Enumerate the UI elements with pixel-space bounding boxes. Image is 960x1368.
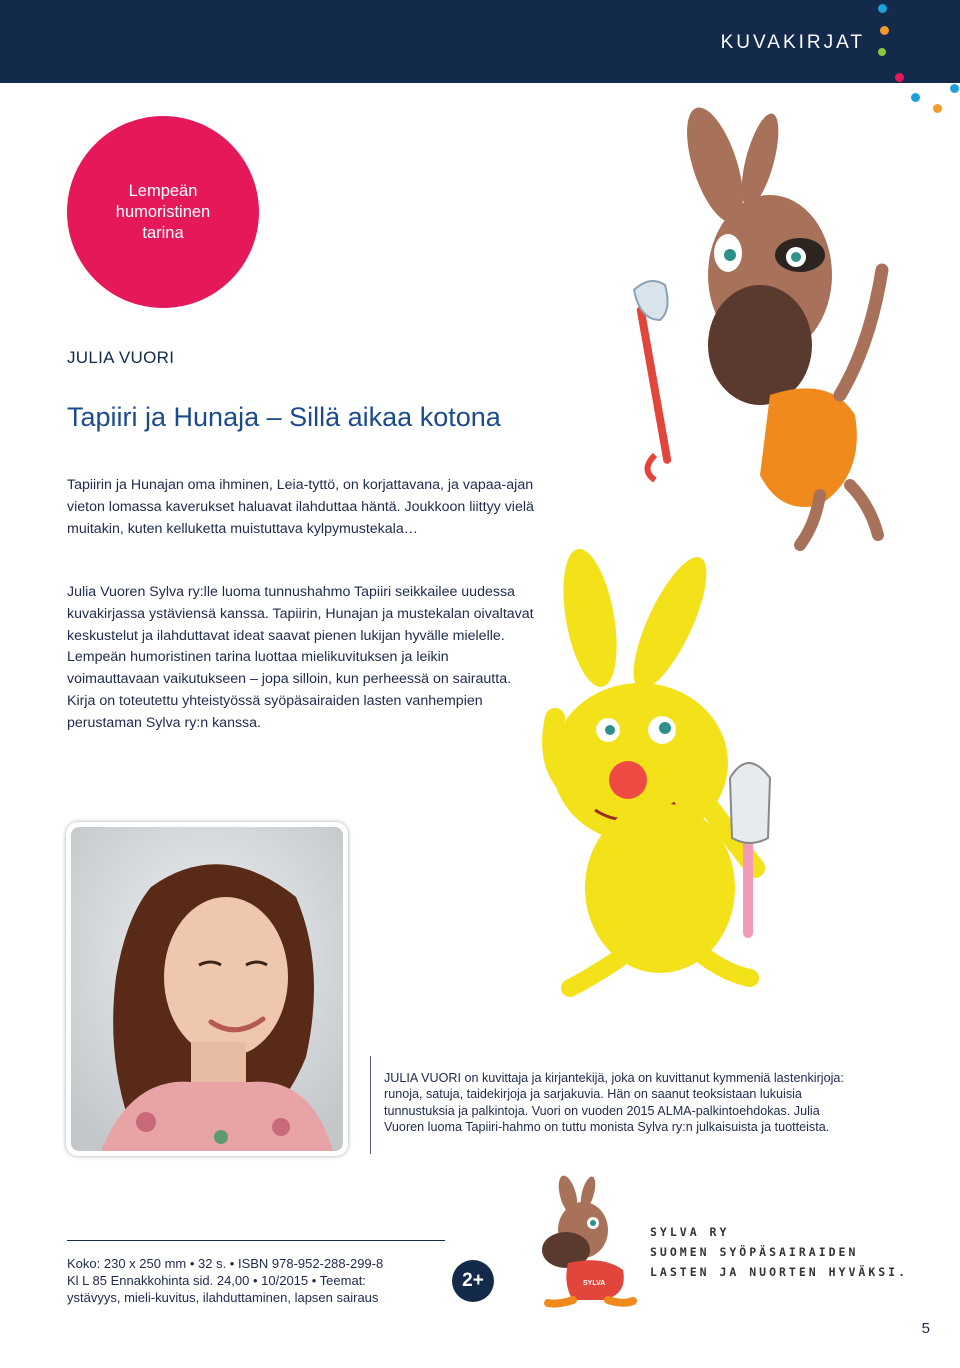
specs-line-2: Kl L 85 Ennakkohinta sid. 24,00 • 10/2015 • Teemat: bbox=[67, 1273, 366, 1288]
hunaja-illustration bbox=[500, 548, 845, 1010]
description-paragraph-2: Julia Vuoren Sylva ry:lle luoma tunnushahmo Tapiiri seikkailee uudessa kuvakirjassa ystäviensä kanssa. Tapiirin, Hunajan ja mustekalan oivaltavat keskustelut ja ilahduttavat ideat saavat pienen lukijan hyvälle mielelle. Lempeän humoristinen tarina luottaa mielikuvituksen ja leikin voimauttavaan vaikutukseen – jopa silloin, kun perheessä on sairautta. Kirja on toteutettu yhteistyössä syöpäsairaiden lasten vanhempien perustaman Sylva ry:n kanssa. bbox=[67, 584, 534, 731]
section-title: KUVAKIRJAT bbox=[720, 32, 865, 53]
decor-dot bbox=[878, 48, 886, 56]
age-badge: 2+ bbox=[452, 1260, 494, 1302]
sylva-logo-line-1: SYLVA RY bbox=[650, 1225, 730, 1239]
sylva-mascot-logo bbox=[528, 1175, 643, 1310]
header-bar bbox=[0, 0, 960, 83]
specs-line-1: Koko: 230 x 250 mm • 32 s. • ISBN 978-952-288-299-8 bbox=[67, 1256, 384, 1271]
author-bio: JULIA VUORI on kuvittaja ja kirjantekijä, joka on kuvittanut kymmeniä lastenkirjoja: runoja, satuja, taidekirjoja ja sarjakuvia. Hän on saanut teoksistaan lukuisia tunnustuksia ja palkintoja. Vuori on vuoden 2015 ALMA-palkintoehdokas. Julia Vuoren luoma Tapiiri-hahmo on tuttu monista Sylva ry:n julkaisuista ja tuotteista. bbox=[384, 1071, 844, 1135]
decor-dot bbox=[878, 4, 887, 13]
author-name: JULIA VUORI bbox=[67, 348, 175, 367]
page-number: 5 bbox=[921, 1320, 930, 1337]
author-photo-frame bbox=[66, 822, 348, 1156]
tagline-text: Lempeän humoristinen tarina bbox=[115, 181, 211, 242]
sylva-logo-line-3: LASTEN JA NUORTEN HYVÄKSI. bbox=[650, 1265, 909, 1279]
decor-dot bbox=[950, 84, 959, 93]
mascot-shirt-text: SYLVA bbox=[583, 1280, 606, 1287]
specs-line-3: ystävyys, mieli-kuvitus, ilahduttaminen, lapsen sairaus bbox=[67, 1290, 379, 1305]
decor-dot bbox=[933, 104, 942, 113]
sylva-logo-line-2: SUOMEN SYÖPÄSAIRAIDEN bbox=[650, 1245, 859, 1259]
author-photo bbox=[71, 827, 343, 1151]
sylva-logo-text bbox=[650, 1222, 908, 1282]
book-title: Tapiiri ja Hunaja – Sillä aikaa kotona bbox=[67, 402, 501, 432]
tagline-badge bbox=[67, 116, 259, 308]
author-bio-box bbox=[370, 1056, 844, 1154]
book-specs bbox=[67, 1240, 445, 1306]
decor-dot bbox=[911, 93, 920, 102]
description-paragraph-1: Tapiirin ja Hunajan oma ihminen, Leia-tyttö, on korjattavana, ja vapaa-ajan vieton lomassa kaverukset haluavat ilahduttaa häntä. Joukkoon liittyy vielä muitakin, kuten kelluketta muistuttava kylpymustekala… bbox=[67, 477, 534, 537]
decor-dot bbox=[895, 73, 904, 82]
decor-dot bbox=[880, 26, 889, 35]
tapir-illustration bbox=[620, 95, 905, 560]
